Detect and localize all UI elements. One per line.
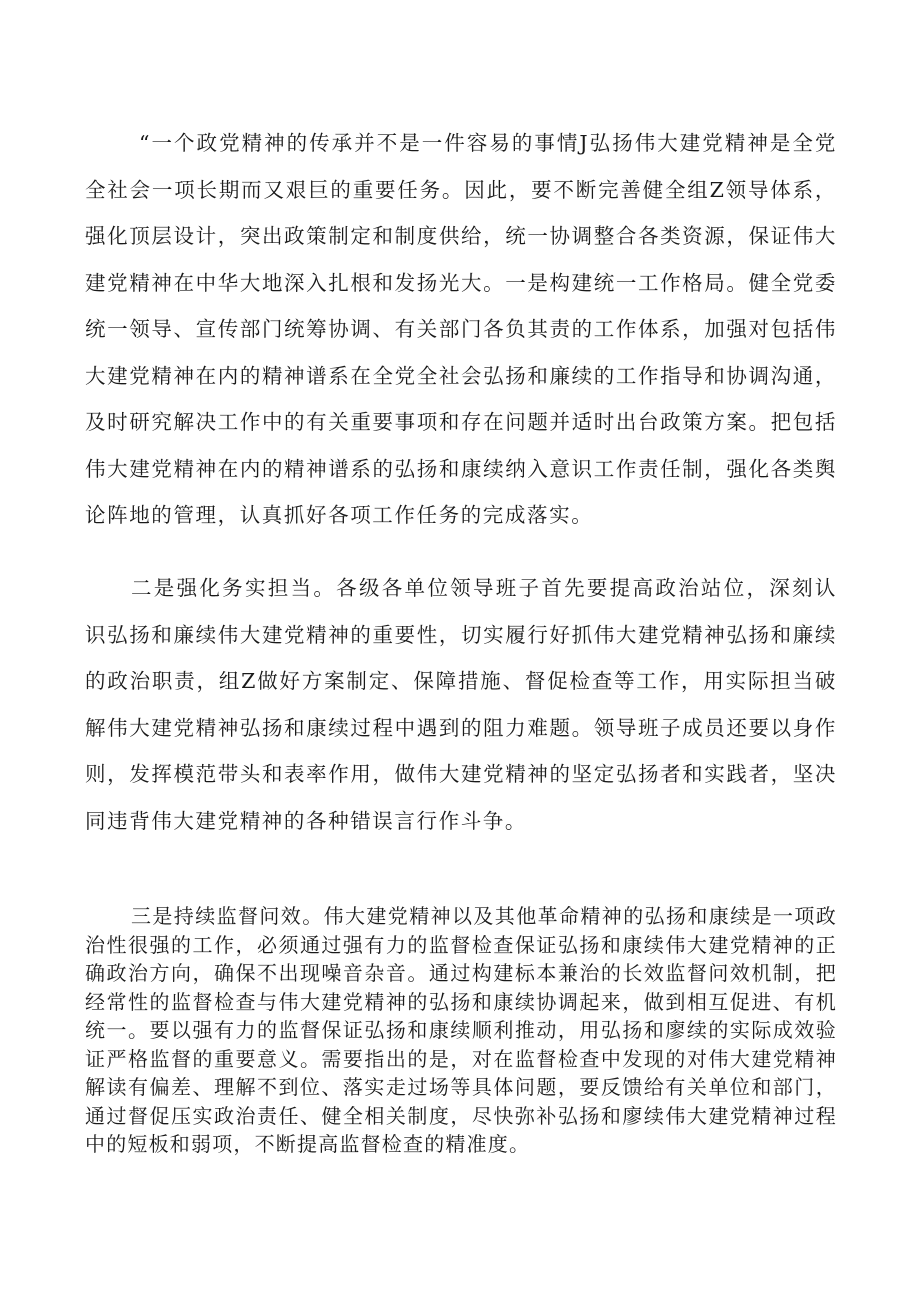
paragraph-3: 三是持续监督问效。伟大建党精神以及其他革命精神的弘扬和康续是一项政治性很强的工作，必须通过强有力的监督检查保证弘扬和康续伟大建党精神的正确政治方向，确保不出现噪音杂音。通过构建标本兼治的长效监督问效机制，把经常性的监督检查与伟大建党精神的弘扬和康续协调起来，做到相互促进、有机统一。要以强有力的监督保证弘扬和康续顺利推动，用弘扬和廖续的实际成效验证严格监督的重要意义。需要指出的是，对在监督检查中发现的对伟大建党精神解读有偏差、理解不到位、落实走过场等具体问题，要反馈给有关单位和部门，通过督促压实政治责任、健全相关制度，尽快弥补弘扬和廖续伟大建党精神过程中的短板和弱项，不断提高监督检查的精准度。 (85, 904, 837, 1156)
paragraph-1: “一个政党精神的传承并不是一件容易的事情J弘扬伟大建党精神是全党全社会一项长期而又艰巨的重要任务。因此，要不断完善健全组Z领导体系，强化顶层设计，突出政策制定和制度供给，统一协调整合各类资源，保证伟大建党精神在中华大地深入扎根和发扬光大。一是构建统一工作格局。健全党委统一领导、宣传部门统筹协调、有关部门各负其责的工作体系，加强对包括伟大建党精神在内的精神谱系在全党全社会弘扬和廉续的工作指导和协调沟通，及时研究解决工作中的有关重要事项和存在问题并适时出台政策方案。把包括伟大建党精神在内的精神谱系的弘扬和康续纳入意识工作责任制，强化各类舆论阵地的管理，认真抓好各项工作任务的完成落实。 (85, 131, 837, 527)
paragraph-2: 二是强化务实担当。各级各单位领导班子首先要提高政治站位，深刻认识弘扬和廉续伟大建党精神的重要性，切实履行好抓伟大建党精神弘扬和廉续的政治职责，组Z做好方案制定、保障措施、督促检查等工作，用实际担当破解伟大建党精神弘扬和康续过程中遇到的阻力难题。领导班子成员还要以身作则，发挥模范带头和表率作用，做伟大建党精神的坚定弘扬者和实践者，坚决同违背伟大建党精神的各种错误言行作斗争。 (85, 576, 837, 833)
